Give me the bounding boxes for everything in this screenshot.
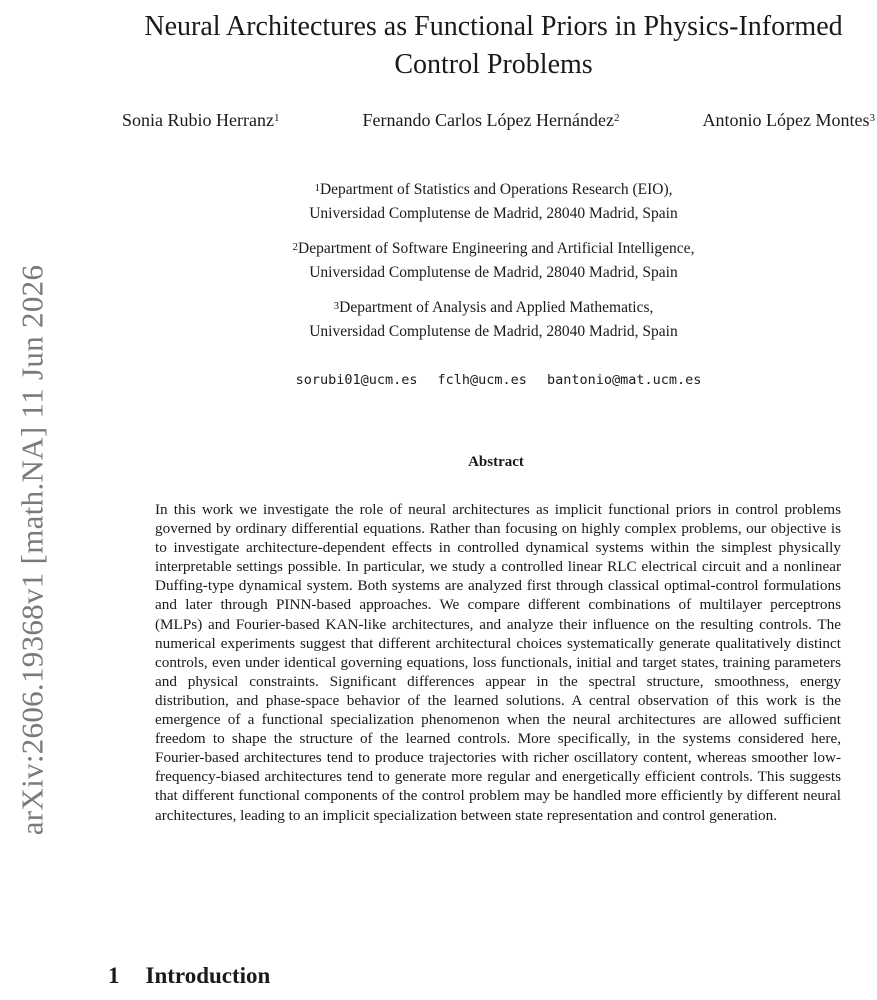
section-number: 1	[108, 963, 120, 988]
affiliation-3-sup: 3	[333, 300, 340, 312]
affiliation-3-institution: Universidad Complutense de Madrid, 28040 Madrid, Spain	[309, 323, 678, 340]
author-1	[122, 108, 279, 132]
affiliation-1-sup: 1	[314, 182, 320, 194]
abstract-text: In this work we investigate the role of neural architectures as implicit functional priors in control problems governed by ordinary differential equations. Rather than focusing on highly complex problems, our objective is to investigate architecture-dependent effects in controlled dynamical systems within the simplest physically interpretable settings possible. In particular, we study a controlled linear RLC electrical circuit and a nonlinear Duffing-type dynamical system. Both systems are analyzed first through classical optimal-control formulations and later through PINN-based approaches. We compare different combinations of multilayer perceptrons (MLPs) and Fourier-based KAN-like architectures, and analyze their influence on the resulting controls. The numerical experiments suggest that different architectural choices systematically generate qualitatively distinct controls, even under identical governing equations, loss functionals, initial and target states, training parameters and physical constraints. Significant differences appear in the spectral structure, smoothness, energy distribution, and phase-space behavior of the learned solutions. A central observation of this work is the emergence of a functional specialization phenomenon when the neural architectures are allowed sufficient freedom to shape the structure of the learned controls. More specifically, in the systems considered here, Fourier-based architectures tend to produce trajectories with richer oscillatory content, whereas smoother low-frequency-biased architectures tend to generate more regular and energetically efficient controls. This suggests that different functional components of the control problem may be handled more efficiently by different neural architectures, leading to an implicit specialization between state representation and control generation.	[155, 501, 841, 824]
affiliation-2-line-1	[110, 237, 877, 261]
affiliation-3	[110, 296, 877, 344]
affiliation-1-institution: Universidad Complutense de Madrid, 28040 Madrid, Spain	[309, 205, 678, 222]
author-2-sup: 2	[613, 112, 620, 124]
author-3	[703, 108, 875, 132]
email-2: fclh@ucm.es	[437, 372, 527, 388]
title-line-1: Neural Architectures as Functional Priors in Physics-Informed	[144, 11, 843, 42]
affiliation-1	[110, 178, 877, 226]
author-1-name: Sonia Rubio Herranz	[122, 110, 274, 130]
author-3-sup: 3	[869, 112, 875, 124]
arxiv-side-stamp	[12, 230, 52, 870]
author-3-name: Antonio López Montes	[702, 110, 870, 130]
arxiv-identifier: arXiv:2606.19368v1 [math.NA] 11 Jun 2026	[14, 264, 50, 836]
email-1: sorubi01@ucm.es	[295, 372, 418, 388]
section-title: Introduction	[145, 963, 271, 988]
paper-title	[110, 8, 877, 84]
affiliation-2-dept: Department of Software Engineering and Artificial Intelligence,	[298, 240, 695, 257]
author-1-sup: 1	[273, 112, 280, 124]
affiliation-1-line-1	[110, 178, 877, 202]
author-2-name: Fernando Carlos López Hernández	[362, 110, 614, 130]
affiliation-1-dept: Department of Statistics and Operations Research (EIO),	[319, 181, 673, 198]
affiliation-3-dept: Department of Analysis and Applied Mathematics,	[339, 299, 654, 316]
section-heading	[108, 960, 270, 992]
email-3: bantonio@mat.ucm.es	[546, 372, 702, 388]
email-list	[110, 369, 877, 391]
author-2	[363, 108, 620, 132]
author-list	[110, 108, 877, 132]
affiliation-2	[110, 237, 877, 285]
title-line-2: Control Problems	[394, 49, 593, 80]
abstract-heading: Abstract	[468, 454, 524, 470]
affiliation-3-line-1	[110, 296, 877, 320]
affiliation-2-sup: 2	[292, 241, 299, 253]
affiliation-2-institution: Universidad Complutense de Madrid, 28040 Madrid, Spain	[309, 264, 678, 281]
